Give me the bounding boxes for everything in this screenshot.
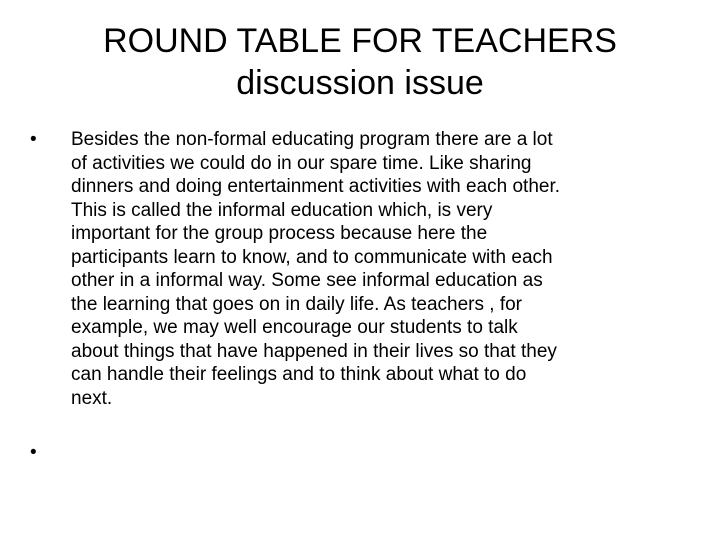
title-line-2: discussion issue <box>236 64 484 102</box>
bullet-item <box>30 128 700 410</box>
title-line-1: ROUND TABLE FOR TEACHERS <box>103 22 617 60</box>
bullet-text-line: the learning that goes on in daily life. As teachers , for <box>71 293 522 315</box>
bullet-text-line: other in a informal way. Some see informal education as <box>71 270 543 291</box>
bullet-list <box>30 128 700 465</box>
bullet-text-line: Besides the non-formal educating program there are a lot <box>71 129 553 150</box>
bullet-text-line: next. <box>71 387 113 409</box>
bullet-text-line: can handle their feelings and to think about what to do <box>71 364 527 385</box>
bullet-text-line: example, we may well encourage our students to talk <box>71 317 518 338</box>
bullet-marker: • <box>30 129 37 150</box>
bullet-text-line: about things that have happened in their lives so that they <box>71 340 557 362</box>
bullet-text-line: dinners and doing entertainment activities with each other. <box>71 176 561 197</box>
slide-title <box>60 20 660 104</box>
bullet-item-empty <box>30 441 700 465</box>
bullet-text-line: important for the group process because here the <box>71 223 488 244</box>
bullet-text-line: of activities we could do in our spare time. Like sharing <box>71 152 532 174</box>
bullet-marker: • <box>30 442 37 463</box>
bullet-text-line: This is called the informal education which, is very <box>71 199 493 221</box>
bullet-text-line: participants learn to know, and to communicate with each <box>71 246 553 268</box>
